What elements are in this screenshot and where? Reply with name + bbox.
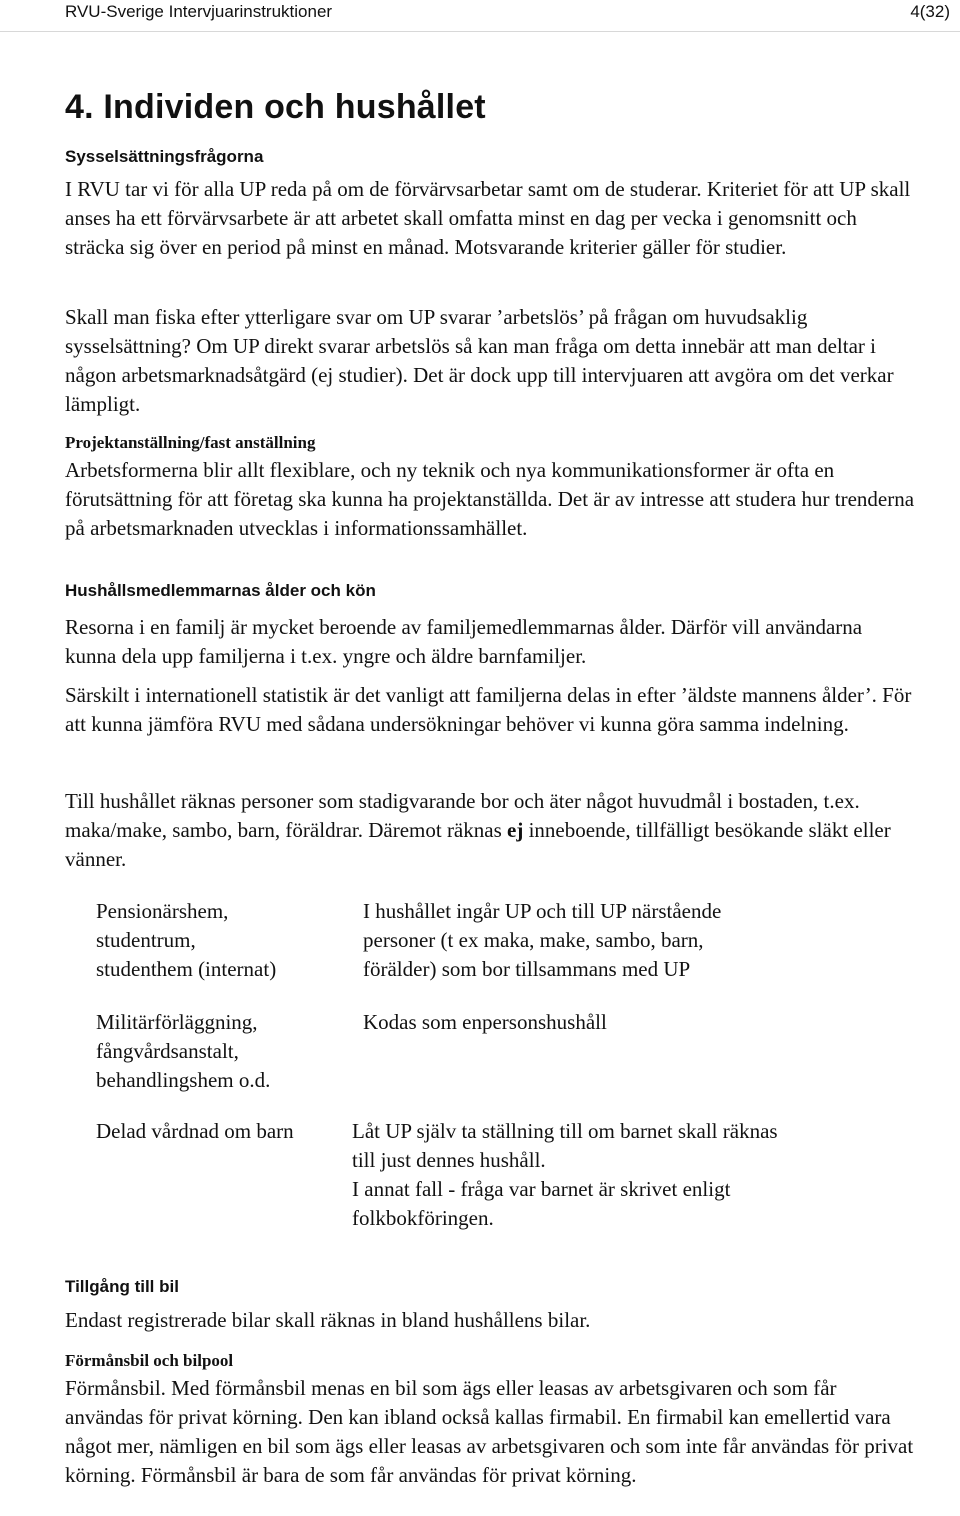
table-cell-line: folkbokföringen. bbox=[352, 1206, 494, 1230]
table-row-3-right bbox=[352, 1117, 778, 1233]
running-header-title: RVU-Sverige Intervjuarinstruktioner bbox=[65, 2, 333, 21]
header-divider bbox=[0, 31, 960, 32]
table-row-1-right bbox=[363, 897, 721, 984]
table-row-2-left bbox=[96, 1008, 270, 1095]
table-cell-line: Pensionärshem, bbox=[96, 899, 229, 923]
section-heading-employment: Sysselsättningsfrågorna bbox=[65, 147, 264, 166]
table-cell-line: Kodas som enpersonshushåll bbox=[363, 1010, 607, 1034]
page-number: 4(32) bbox=[910, 2, 950, 21]
table-cell-line: Låt UP själv ta ställning till om barnet skall räknas bbox=[352, 1119, 778, 1143]
paragraph-company-car: Förmånsbil. Med förmånsbil menas en bil som ägs eller leasas av arbetsgivaren och som får användas för privat körning. Den kan ibland också kallas firmabil. En firmabil kan emellertid vara något mer, nämligen en bil som ägs eller leasas av arbetsgivaren och som inte får användas för privat körning. Förmånsbil är bara de som får användas för privat körning. bbox=[65, 1376, 914, 1487]
section-heading-project-employment: Projektanställning/fast anställning bbox=[65, 433, 316, 452]
table-row-3-left bbox=[96, 1117, 294, 1146]
paragraph-family-age: Resorna i en familj är mycket beroende av familjemedlemmarnas ålder. Därför vill användarna kunna dela upp familjerna i t.ex. yngre och äldre barnfamiljer. bbox=[65, 615, 863, 668]
section-heading-car-access: Tillgång till bil bbox=[65, 1277, 179, 1296]
table-cell-line: Delad vårdnad om barn bbox=[96, 1119, 294, 1143]
paragraph-eldest-man: Särskilt i internationell statistik är det vanligt att familjerna delas in efter ’äldste mannens ålder’. För att kunna jämföra RVU med sådana undersökningar behöver vi kunna göra samma indelning. bbox=[65, 683, 912, 736]
section-heading-household-age-gender: Hushållsmedlemmarnas ålder och kön bbox=[65, 581, 376, 600]
household-text-emphasis: ej bbox=[507, 818, 524, 842]
table-cell-line: I annat fall - fråga var barnet är skrivet enligt bbox=[352, 1177, 731, 1201]
table-cell-line: studentrum, bbox=[96, 928, 196, 952]
household-text-after: inneboende, tillfälligt besökande släkt eller vänner. bbox=[65, 818, 891, 871]
table-cell-line: fångvårdsanstalt, bbox=[96, 1039, 239, 1063]
paragraph-unemployed-followup: Skall man fiska efter ytterligare svar om UP svarar ’arbetslös’ på frågan om huvudsaklig sysselsättning? Om UP direkt svarar arbetslös så kan man fråga om detta innebär att man deltar i någon arbetsmarknadsåtgärd (ej studier). Det är dock upp till intervjuaren att avgöra om det verkar lämpligt. bbox=[65, 305, 894, 416]
table-cell-line: Militärförläggning, bbox=[96, 1010, 258, 1034]
paragraph-work-forms: Arbetsformerna blir allt flexiblare, och ny teknik och nya kommunikationsformer är ofta en förutsättning för att företag ska kunna ha projektanställda. Det är av intresse att studera hur trenderna på arbetsmarknaden utvecklas i informationssamhället. bbox=[65, 458, 915, 540]
section-heading-company-car: Förmånsbil och bilpool bbox=[65, 1351, 234, 1370]
paragraph-household-members bbox=[65, 787, 915, 874]
table-cell-line: till just dennes hushåll. bbox=[352, 1148, 546, 1172]
paragraph-registered-cars: Endast registrerade bilar skall räknas in bland hushållens bilar. bbox=[65, 1308, 591, 1332]
table-row-2-right bbox=[363, 1008, 607, 1037]
household-text-before: Till hushållet räknas personer som stadigvarande bor och äter något huvudmål i bostaden, t.ex. maka/make, sambo, barn, föräldrar. Däremot räknas bbox=[65, 789, 860, 842]
table-cell-line: I hushållet ingår UP och till UP närstående bbox=[363, 899, 722, 923]
chapter-title: 4. Individen och hushållet bbox=[65, 88, 486, 126]
table-cell-line: behandlingshem o.d. bbox=[96, 1068, 271, 1092]
table-cell-line: studenthem (internat) bbox=[96, 957, 277, 981]
table-cell-line: förälder) som bor tillsammans med UP bbox=[363, 957, 691, 981]
table-row-1-left bbox=[96, 897, 276, 984]
table-cell-line: personer (t ex maka, make, sambo, barn, bbox=[363, 928, 704, 952]
paragraph-employment-criteria: I RVU tar vi för alla UP reda på om de förvärvsarbetar samt om de studerar. Kriteriet för att UP skall anses ha ett förvärvsarbete är att arbetet skall omfatta minst en dag per vecka i genomsnitt och sträcka sig över en period på minst en månad. Motsvarande kriterier gäller för studier. bbox=[65, 177, 911, 259]
